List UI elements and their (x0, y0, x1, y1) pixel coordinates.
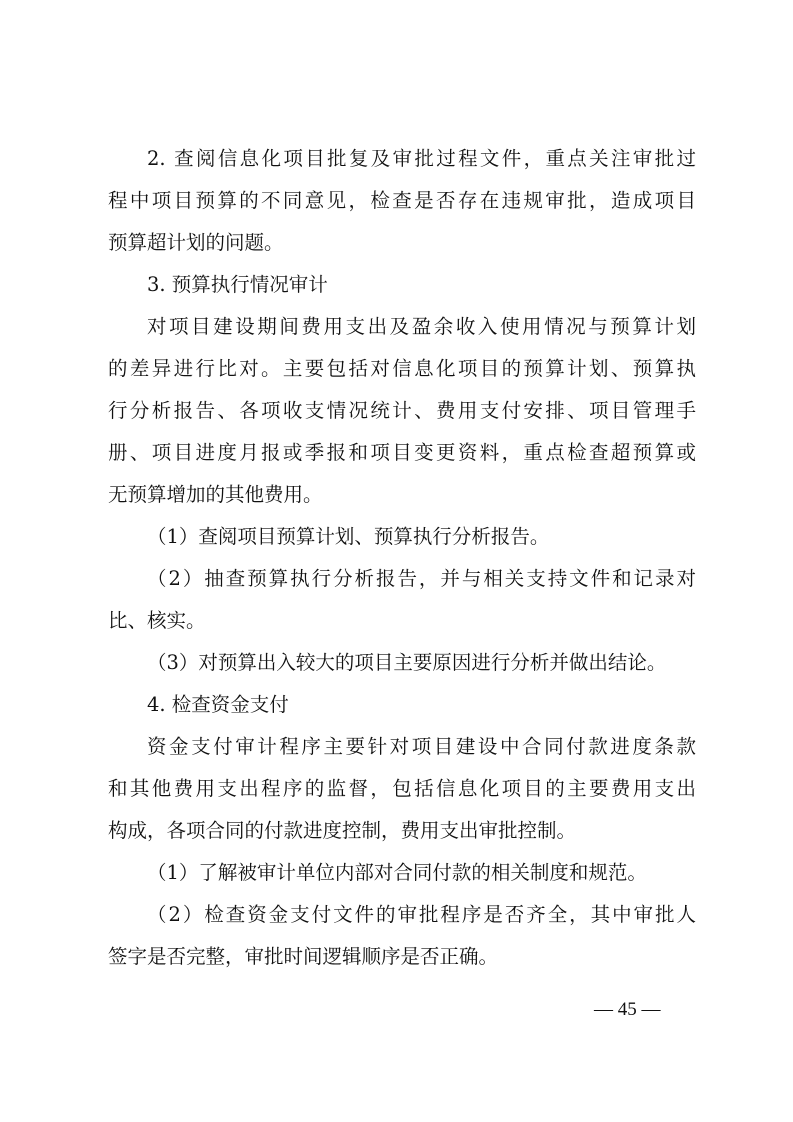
text-line: 资金支付审计程序主要针对项目建设中合同付款进度条款 (147, 735, 696, 758)
text-line: 2. 查阅信息化项目批复及审批过程文件，重点关注审批过 (147, 147, 696, 170)
section-heading: 3. 预算执行情况审计 (147, 273, 328, 296)
text-line: 对项目建设期间费用支出及盈余收入使用情况与预算计划 (147, 315, 696, 338)
text-line: 预算超计划的问题。 (108, 231, 284, 254)
text-line: （1）查阅项目预算计划、预算执行分析报告。 (147, 525, 550, 548)
section-heading: 4. 检查资金支付 (147, 693, 289, 716)
text-line: 程中项目预算的不同意见，检查是否存在违规审批，造成项目 (108, 189, 696, 212)
text-line: 无预算增加的其他费用。 (108, 483, 323, 506)
text-line: 行分析报告、各项收支情况统计、费用支付安排、项目管理手 (108, 399, 696, 422)
text-line: （2）检查资金支付文件的审批程序是否齐全，其中审批人 (147, 903, 696, 926)
text-line: 的差异进行比对。主要包括对信息化项目的预算计划、预算执 (108, 357, 696, 380)
page-number: — 45 — (594, 999, 661, 1020)
text-line: （1）了解被审计单位内部对合同付款的相关制度和规范。 (147, 861, 647, 884)
text-line: 册、项目进度月报或季报和项目变更资料，重点检查超预算或 (108, 441, 696, 464)
text-line: 签字是否完整，审批时间逻辑顺序是否正确。 (108, 945, 499, 968)
text-line: （3）对预算出入较大的项目主要原因进行分析并做出结论。 (147, 651, 667, 674)
text-line: 和其他费用支出程序的监督，包括信息化项目的主要费用支出 (108, 777, 696, 800)
text-line: （2）抽查预算执行分析报告，并与相关支持文件和记录对 (147, 567, 696, 590)
text-line: 比、核实。 (108, 609, 206, 632)
text-line: 构成，各项合同的付款进度控制，费用支出审批控制。 (108, 819, 577, 842)
